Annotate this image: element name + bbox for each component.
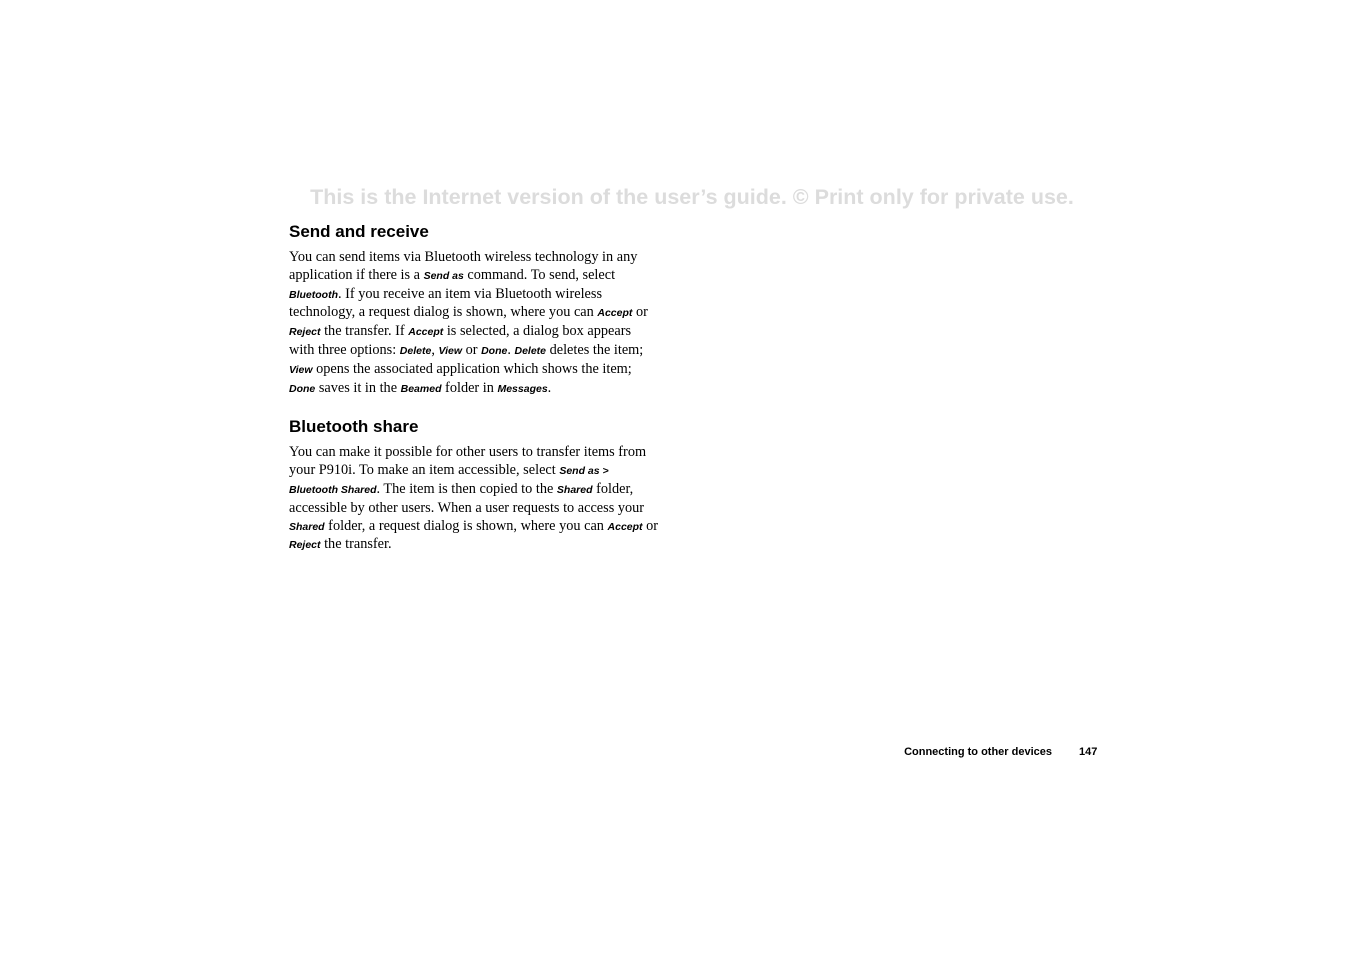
text-run: accessible by other users. When a user requests to access your xyxy=(289,499,645,516)
text-run: . If you receive an item via Bluetooth wireless xyxy=(338,285,603,302)
text-run: with three options: xyxy=(289,341,400,358)
command-name: Done xyxy=(289,382,316,395)
section-paragraph xyxy=(289,249,661,398)
text-run: , xyxy=(431,341,439,358)
text-run: your P910i. To make an item accessible, select xyxy=(289,462,560,479)
text-run: . xyxy=(507,341,515,358)
text-run: You can make it possible for other users to transfer items from xyxy=(289,444,647,461)
section-heading: Bluetooth share xyxy=(289,417,419,437)
command-name: Accept xyxy=(408,326,444,339)
command-name: Accept xyxy=(597,307,633,320)
command-name: Send as > xyxy=(559,465,609,478)
text-run: the transfer. xyxy=(320,536,392,553)
command-name: Reject xyxy=(289,539,321,552)
section-paragraph xyxy=(289,444,661,555)
section-heading: Send and receive xyxy=(289,222,429,241)
command-name: Delete xyxy=(399,344,432,357)
text-run: command. To send, select xyxy=(463,266,616,283)
command-name: Send as xyxy=(423,269,464,282)
command-name: Delete xyxy=(514,344,546,357)
command-name: View xyxy=(438,344,463,357)
command-name: Beamed xyxy=(400,382,442,395)
text-run: You can send items via Bluetooth wireless technology in any xyxy=(289,249,638,265)
text-run: opens the associated application which shows the item; xyxy=(312,360,632,377)
command-name: View xyxy=(289,363,313,376)
text-run: is selected, a dialog box appears xyxy=(443,323,632,340)
text-column xyxy=(289,221,661,555)
command-name: Shared xyxy=(556,483,593,496)
command-name: Bluetooth Shared xyxy=(289,483,377,496)
text-run: deletes the item; xyxy=(546,341,644,358)
command-name: Reject xyxy=(289,326,321,339)
text-run: technology, a request dialog is shown, where you can xyxy=(289,304,598,321)
command-name: Shared xyxy=(289,520,325,533)
text-run: or xyxy=(642,517,659,534)
text-run: application if there is a xyxy=(289,266,424,283)
page-number: 147 xyxy=(1079,746,1098,758)
text-run: . xyxy=(547,379,552,396)
section-send-and-receive xyxy=(289,221,661,398)
footer-section-title: Connecting to other devices xyxy=(904,746,1052,758)
text-run: folder in xyxy=(441,379,498,396)
text-run: or xyxy=(632,304,648,321)
command-name: Bluetooth xyxy=(289,288,338,301)
command-name: Accept xyxy=(607,520,643,533)
text-run: folder, xyxy=(592,480,634,497)
watermark-text: This is the Internet version of the user’s guide. © Print only for private use. xyxy=(310,185,1074,209)
text-run: the transfer. If xyxy=(320,323,409,340)
text-run: folder, a request dialog is shown, where you can xyxy=(324,517,608,534)
section-bluetooth-share xyxy=(289,416,661,555)
command-name: Messages xyxy=(497,382,548,395)
text-run: or xyxy=(462,341,482,358)
command-name: Done xyxy=(481,344,508,357)
text-run: saves it in the xyxy=(315,379,401,396)
text-run: . The item is then copied to the xyxy=(376,480,557,497)
